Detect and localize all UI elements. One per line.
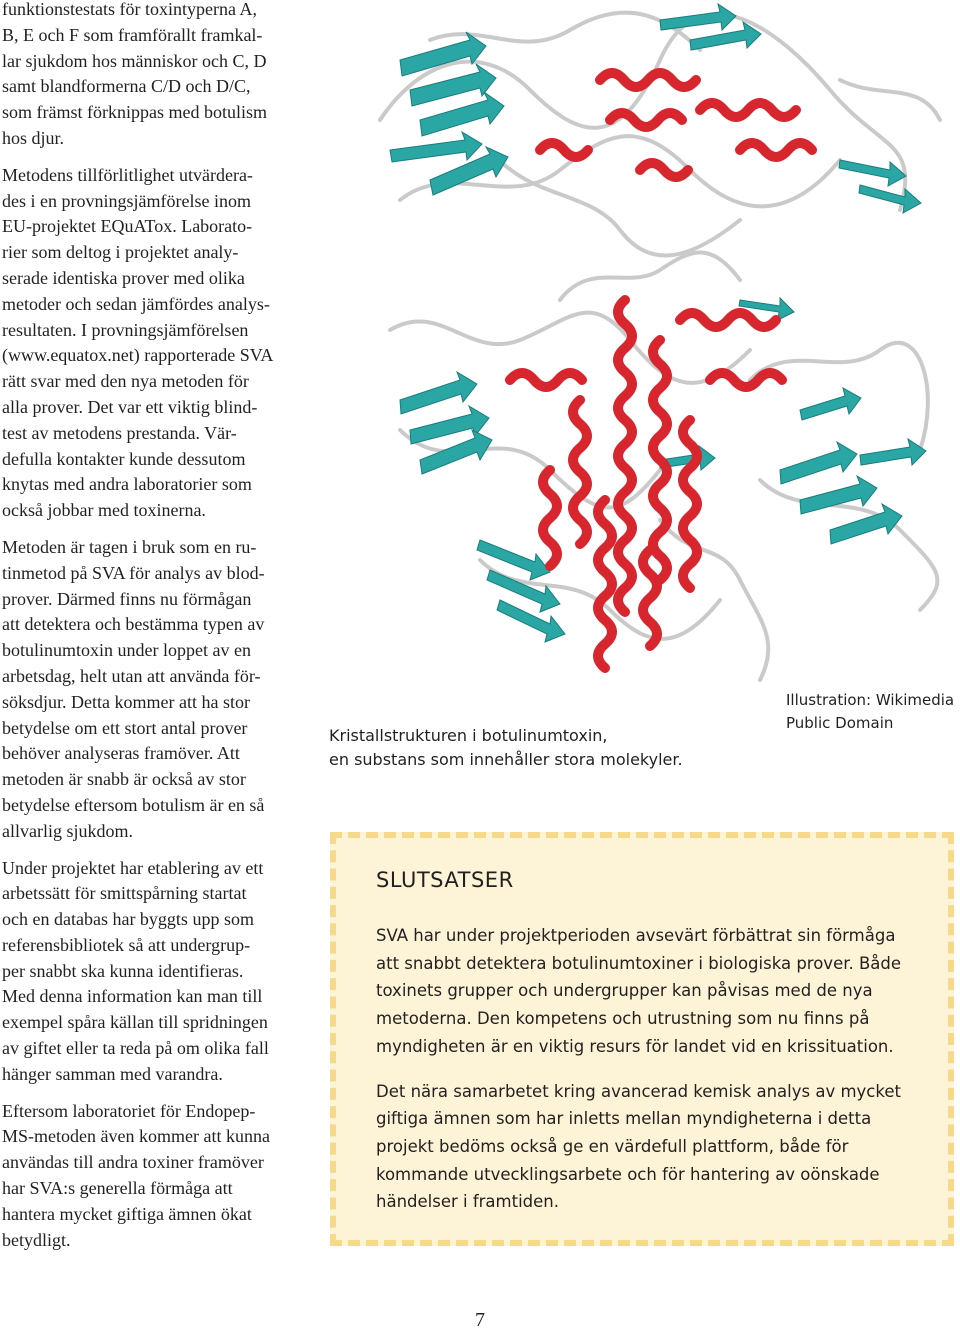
protein-structure-illustration [360,0,960,700]
page-number: 7 [475,1309,485,1331]
illustration-credit: Illustration: Wikimedia Public Domain [786,691,955,732]
body-paragraph: funktionstestats för toxintyperna A, B, E och F som framförallt framkal- lar sjukdom hos människor och C, D samt blandformerna C/D och D/C, som främst förknippas med botulism hos djur. [2,0,267,148]
conclusions-body [376,922,916,1233]
body-paragraph: Under projektet har etablering av ett arbetssätt för smittspårning startat och en databas har byggts upp som referensbibliotek så att undergrup- per snabbt ska kunna identifieras. Med denna information kan man till exempel spåra källan till spridningen av giftet eller ta reda på om olika fall hänger samman med varandra. [2,857,269,1084]
conclusions-box [330,832,954,1246]
body-paragraph: Eftersom laboratoriet för Endopep- MS-metoden även kommer att kunna användas till andra toxiner framöver har SVA:s generella förmåga att hantera mycket giftiga ämnen ökat betydligt. [2,1100,270,1250]
figure-caption: Kristallstrukturen i botulinumtoxin, en substans som innehåller stora molekyler. [329,726,683,769]
conclusions-title: SLUTSATSER [376,868,514,892]
body-paragraph: Metoden är tagen i bruk som en ru- tinmetod på SVA för analys av blod- prover. Därmed finns nu förmågan att detektera och bestämma typen av botulinumtoxin under loppet av en arbetsdag, helt utan att använda för- söksdjur. Detta kommer att ha stor betydelse om ett stort antal prover behöver analyseras framöver. Att metoden är snabb är också av stor betydelse eftersom botulism är en så allvarlig sjukdom. [2,536,265,841]
body-paragraph: Metodens tillförlitlighet utvärdera- des i en provningsjämförelse inom EU-projektet EQuATox. Laborato- rier som deltog i projektet analy- serade identiska prover med olika metoder och sedan jämfördes analys- resultaten. I provningsjämförelsen (www.equatox.net) rapporterade SVA rätt svar med den nya metoden för alla prover. Det var ett viktig blind- test av metodens prestanda. Vär- defulla kontakter kunde dessutom knytas med andra laboratorier som också jobbar med toxinerna. [2,164,274,521]
conclusions-paragraph: Det nära samarbetet kring avancerad kemisk analys av mycket giftiga ämnen som har inletts mellan myndigheterna i detta projekt bedöms också ge en värdefull plattform, både för kommande utvecklingsarbete och för hantering av oönskade händelser i framtiden. [376,1081,901,1212]
body-text-column [2,0,308,1264]
botulinum-toxin-crystal-structure [360,0,960,700]
conclusions-paragraph: SVA har under projektperioden avsevärt förbättrat sin förmåga att snabbt detektera botulinumtoxiner i biologiska prover. Både toxinets grupper och undergrupper kan påvisas med de nya metoderna. Den kompetens och utrustning som nu finns på myndigheten är en viktig resurs för landet vid en krissituation. [376,926,902,1056]
